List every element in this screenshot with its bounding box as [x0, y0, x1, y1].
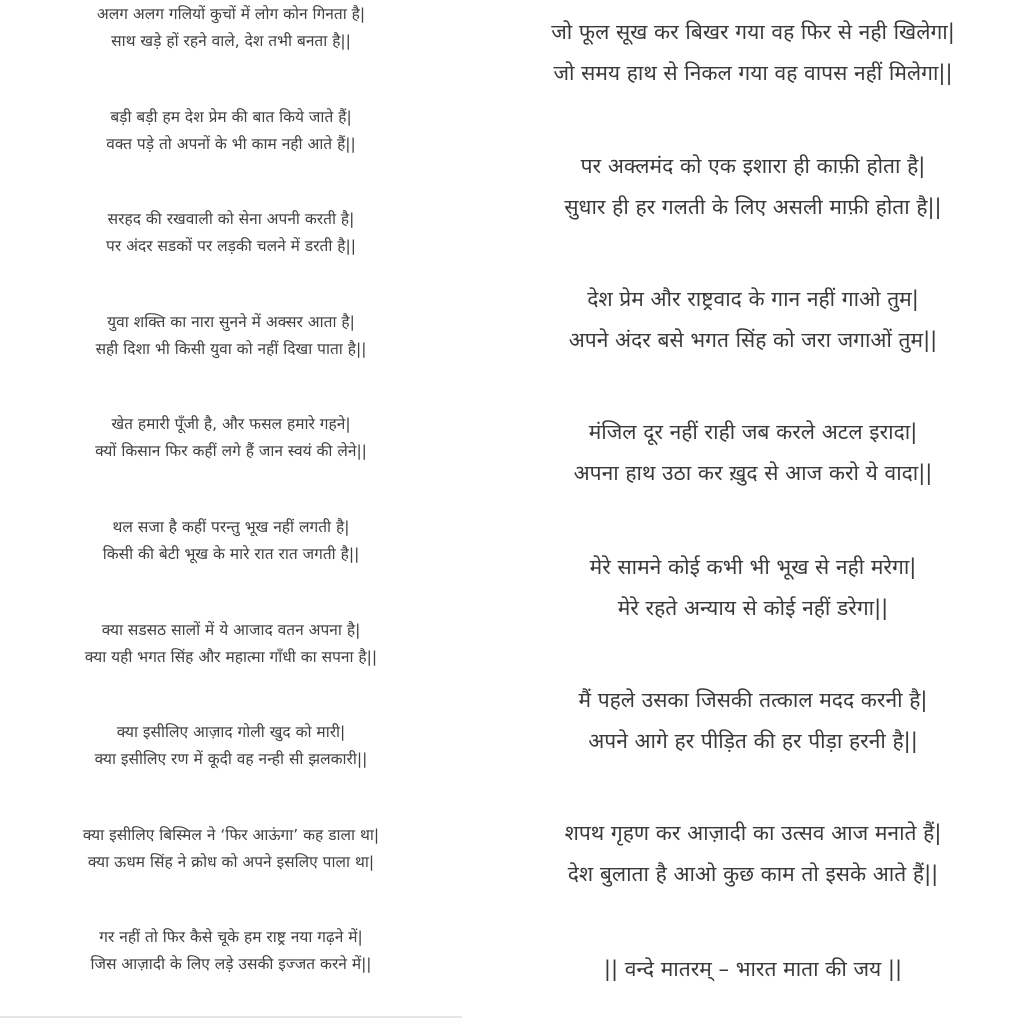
stanza-10 [0, 924, 462, 978]
poem-line: खेत हमारी पूँजी है, और फसल हमारे गहने| [111, 415, 351, 433]
stanza-16 [482, 680, 1024, 762]
poem-line: क्या इसीलिए रण में कूदी वह नन्ही सी झलकारी|| [94, 750, 368, 768]
stanza-2 [0, 104, 462, 158]
poem-line: सुधार ही हर गलती के लिए असली माफ़ी होता है|| [564, 195, 942, 219]
poem-line: क्या यही भगत सिंह और महात्मा गाँधी का सपना है|| [84, 648, 378, 666]
poem-line: किसी की बेटी भूख के मारे रात रात जगती है|| [102, 545, 360, 563]
poem-line: थल सजा है कहीं परन्तु भूख नहीं लगती है| [112, 518, 350, 536]
poem-line: पर अंदर सडकों पर लड़की चलने में डरती है|| [106, 237, 356, 255]
poem-line: अपने अंदर बसे भगत सिंह को जरा जगाओं तुम|| [568, 328, 938, 352]
poem-line: जो फूल सूख कर बिखर गया वह फिर से नही खिलेगा| [551, 20, 955, 44]
poem-line: मेरे रहते अन्याय से कोई नहीं डरेगा|| [617, 596, 889, 620]
poem-line: देश बुलाता है आओ कुछ काम तो इसके आते हैं|| [567, 862, 939, 886]
stanza-7 [0, 617, 462, 671]
stanza-9 [0, 822, 462, 876]
poem-line: मंजिल दूर नहीं राही जब करले अटल इरादा| [588, 420, 918, 444]
poem-line: मैं पहले उसका जिसकी तत्काल मदद करनी है| [578, 688, 928, 712]
poem-line: युवा शक्ति का नारा सुनने में अक्सर आता है| [107, 313, 355, 331]
left-poem-column [0, 0, 462, 1024]
poem-line: बड़ी बड़ी हम देश प्रेम की बात किये जाते हैं| [110, 108, 352, 126]
bottom-divider [0, 1016, 462, 1018]
stanza-3 [0, 206, 462, 260]
poem-line: पर अक्लमंद को एक इशारा ही काफ़ी होता है| [580, 154, 926, 178]
poem-line: अपना हाथ उठा कर ख़ुद से आज करो ये वादा|| [573, 461, 933, 485]
stanza-4 [0, 309, 462, 363]
stanza-11 [482, 12, 1024, 94]
poem-line: अपने आगे हर पीड़ित की हर पीड़ा हरनी है|| [588, 729, 918, 753]
stanza-6 [0, 514, 462, 568]
poem-line: जो समय हाथ से निकल गया वह वापस नहीं मिलेगा|| [553, 61, 953, 85]
poem-line: सही दिशा भी किसी युवा को नहीं दिखा पाता है|| [95, 340, 367, 358]
stanza-14 [482, 412, 1024, 494]
poem-line: वक्त पड़े तो अपनों के भी काम नही आते हैं|| [106, 135, 356, 153]
right-poem-column [482, 0, 1024, 1024]
poem-line: सरहद की रखवाली को सेना अपनी करती है| [107, 210, 355, 228]
poem-line: देश प्रेम और राष्ट्रवाद के गान नहीं गाओ तुम| [587, 287, 919, 311]
stanza-1 [0, 1, 462, 55]
stanza-12 [482, 146, 1024, 228]
closing-slogan [482, 949, 1024, 990]
poem-line: शपथ गृहण कर आज़ादी का उत्सव आज मनाते हैं| [564, 821, 942, 845]
stanza-5 [0, 411, 462, 465]
poem-line: क्या ऊधम सिंह ने क्रोध को अपने इसलिए पाला था| [87, 853, 375, 871]
poem-line: जिस आज़ादी के लिए लड़े उसकी इज्जत करने में|| [90, 955, 372, 973]
poem-line: मेरे सामने कोई कभी भी भूख से नही मरेगा| [589, 555, 917, 579]
stanza-17 [482, 813, 1024, 895]
stanza-13 [482, 279, 1024, 361]
poem-line: क्या इसीलिए बिस्मिल ने ‘फिर आऊंगा’ कह डाला था| [82, 826, 380, 844]
poem-line: गर नहीं तो फिर कैसे चूके हम राष्ट्र नया गढ़ने में| [99, 928, 363, 946]
stanza-8 [0, 719, 462, 773]
slogan-line: || वन्दे मातरम् – भारत माता की जय || [603, 957, 903, 981]
poem-line: क्या सडसठ सालों में ये आजाद वतन अपना है| [101, 621, 361, 639]
poem-line: साथ खड़े हों रहने वाले, देश तभी बनता है|| [111, 32, 351, 50]
poem-line: क्या इसीलिए आज़ाद गोली खुद को मारी| [116, 723, 346, 741]
stanza-15 [482, 547, 1024, 629]
poem-line: क्यों किसान फिर कहीं लगे हैं जान स्वयं की लेने|| [95, 442, 367, 460]
poem-line: अलग अलग गलियों कुचों में लोग कोन गिनता है| [96, 5, 366, 23]
